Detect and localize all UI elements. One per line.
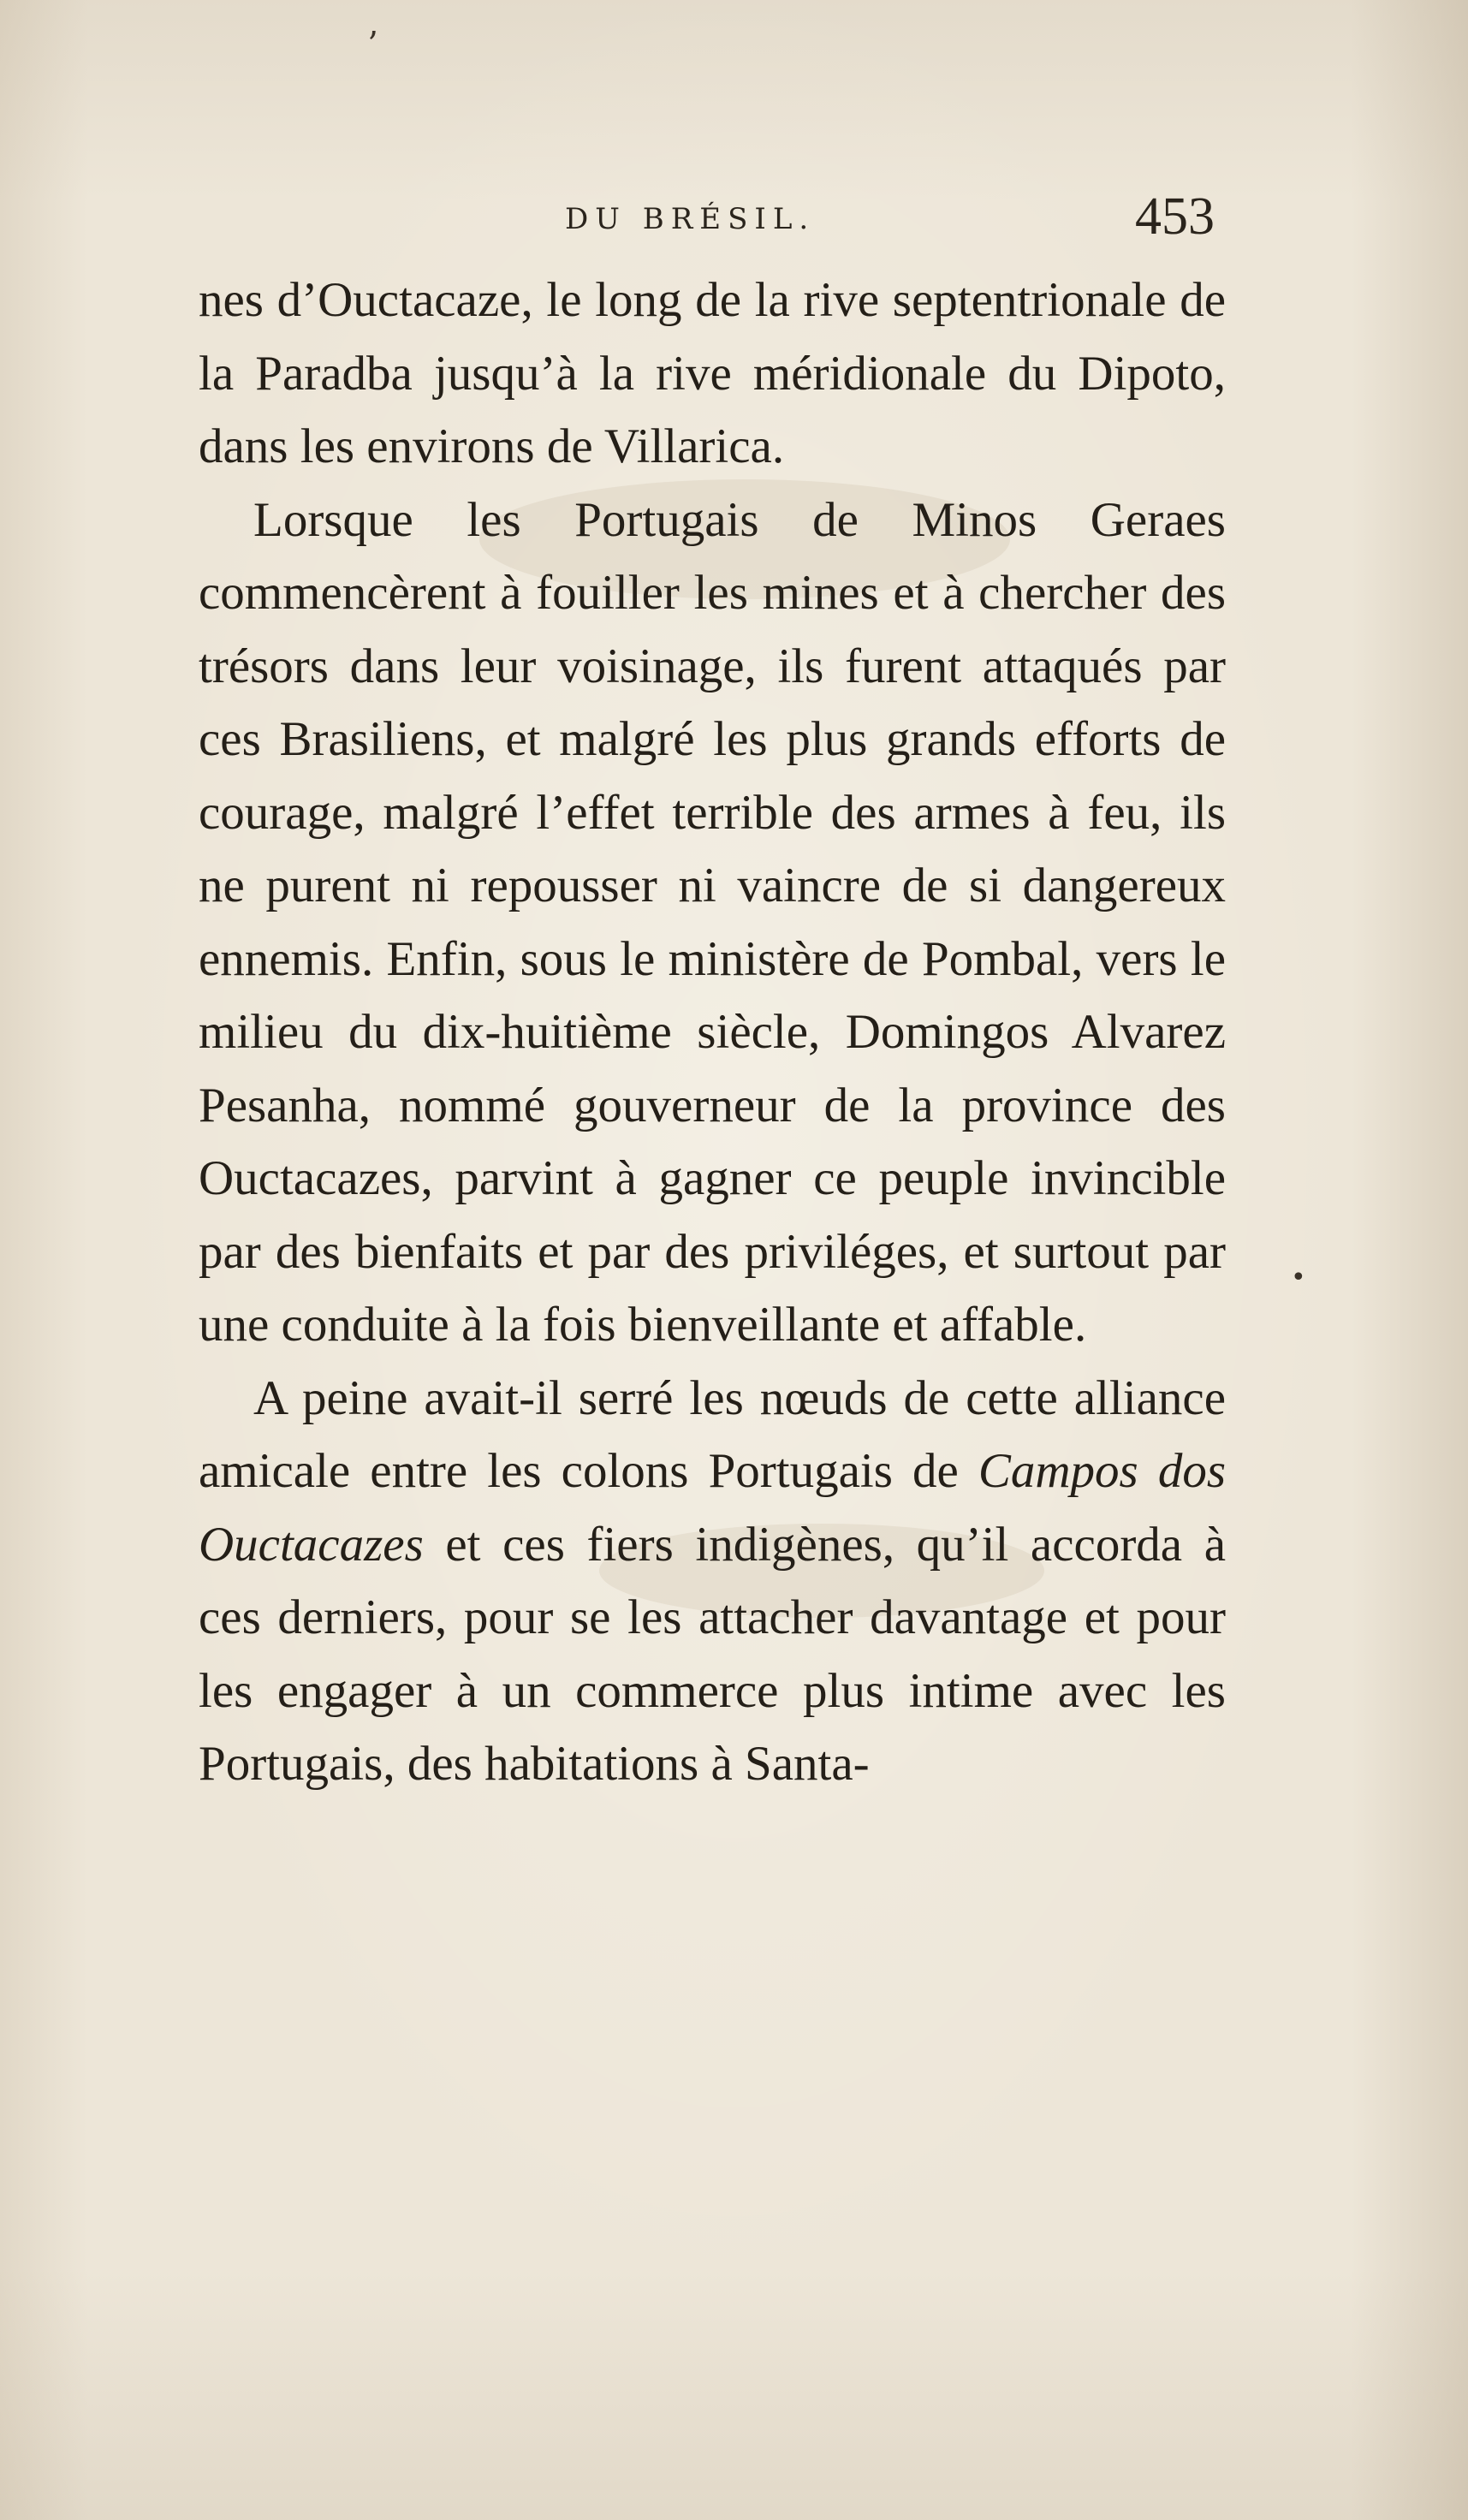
running-head: DU BRÉSIL. xyxy=(565,202,816,236)
ink-mark: • xyxy=(1291,1263,1306,1293)
body-text xyxy=(199,264,1226,1801)
paragraph-3 xyxy=(199,1362,1226,1801)
paragraph-1: nes d’Ouctacaze, le long de la rive septentrionale de la Paradba jusqu’à la rive méridionale du Dipoto, dans les environs de Villarica. xyxy=(199,273,1226,473)
page-header xyxy=(0,187,1468,247)
paragraph-3-text-b: et ces fiers indigènes, qu’il accorda à ces derniers, pour se les attacher davantage et pour les engager à un commerce plus intime avec les Portugais, des habitations à Santa- xyxy=(199,1517,1226,1791)
paragraph-3-italic: Campos dos Ouctacazes xyxy=(199,1444,1226,1572)
ink-mark: ʼ xyxy=(366,26,377,65)
paragraph-3-text-a: A peine avait-il serré les nœuds de cette alliance amicale entre les colons Portugais de xyxy=(199,1370,1226,1498)
page-number: 453 xyxy=(1135,187,1215,246)
paragraph-2: Lorsque les Portugais de Minos Geraes commencèrent à fouiller les mines et à chercher des trésors dans leur voisinage, ils furent attaqués par ces Brasiliens, et malgré les plus grands efforts de courage, malgré l’effet terrible des armes à feu, ils ne purent ni repousser ni vaincre de si dangereux ennemis. Enfin, sous le ministère de Pombal, vers le milieu du dix-huitième siècle, Domingos Alvarez Pesanha, nommé gouverneur de la province des Ouctacazes, parvint à gagner ce peuple invincible par des bienfaits et par des priviléges, et surtout par une conduite à la fois bienveillante et affable. xyxy=(199,492,1226,1352)
